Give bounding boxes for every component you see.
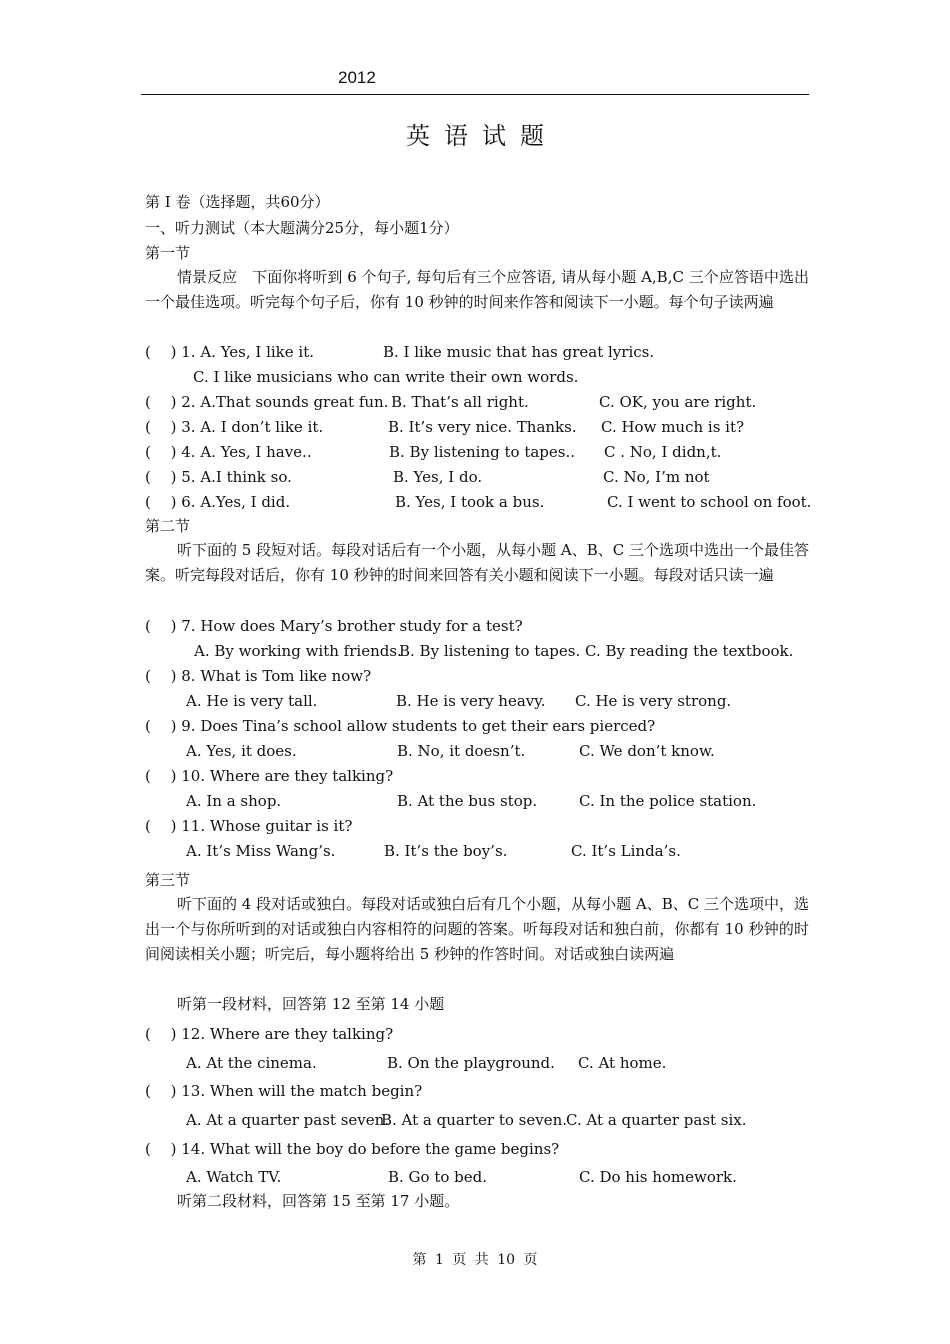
header-rule [141,94,809,95]
option-b: B. Yes, I do. [393,468,483,486]
option-a: A. He is very tall. [186,692,318,710]
question-8 [145,666,809,686]
question-stem: ( ) 11. Whose guitar is it? [145,817,353,835]
question-14 [145,1139,809,1159]
question-9 [145,716,809,736]
question-stem: ( ) 2. A.That sounds great fun. [145,393,389,411]
option-a: A. At a quarter past seven. [186,1111,390,1129]
question-stem: ( ) 14. What will the boy do before the game begins? [145,1140,560,1158]
question-stem: ( ) 5. A.I think so. [145,468,292,486]
section1-instructions: 情景反应 下面你将听到 6 个句子, 每句后有三个应答语, 请从每小题 A,B,C 三个应答语中选出一个最佳选项。听完每个句子后，你有 10 秒钟的时间来作答和阅读下一小题。每个句子读两遍 [145,268,809,311]
section2-label: 第二节 [145,517,191,535]
question-12 [145,1024,809,1044]
option-b: B. It’s very nice. Thanks. [388,418,577,436]
option-c: C. At home. [578,1054,667,1072]
option-c: C . No, I didn,t. [604,443,722,461]
question-10 [145,766,809,786]
question-stem: ( ) 6. A.Yes, I did. [145,493,291,511]
option-b: B. By listening to tapes.. [389,443,576,461]
question-10-options [145,791,809,811]
question-stem: ( ) 4. A. Yes, I have.. [145,443,312,461]
part-heading: 第 I 卷（选择题，共60分） [145,193,330,211]
option-c: C. By reading the textbook. [585,642,794,660]
question-stem: ( ) 13. When will the match begin? [145,1082,423,1100]
question-13-options [145,1110,809,1130]
question-stem: ( ) 12. Where are they talking? [145,1025,394,1043]
option-a: A. Watch TV. [186,1168,282,1186]
listening-heading: 一、听力测试（本大题满分25分，每小题1分） [145,219,459,237]
question-6 [145,492,812,512]
option-c: C. It’s Linda’s. [571,842,681,860]
question-9-options [145,741,809,761]
question-7-options [145,641,809,661]
option-b: B. That’s all right. [391,393,529,411]
option-a: A. In a shop. [186,792,282,810]
option-b: B. It’s the boy’s. [384,842,508,860]
option-c: C. At a quarter past six. [566,1111,747,1129]
question-1-option-c: C. I like musicians who can write their own words. [193,368,579,386]
option-b: B. At the bus stop. [397,792,538,810]
header-year: 2012 [338,68,376,87]
page-footer: 第 1 页 共 10 页 [412,1252,538,1268]
question-7 [145,616,809,636]
question-stem: ( ) 9. Does Tina’s school allow students to get their ears pierced? [145,717,656,735]
option-c: C. He is very strong. [575,692,732,710]
option-b: B. No, it doesn’t. [397,742,526,760]
question-2 [145,392,809,412]
question-11 [145,816,809,836]
question-stem: ( ) 10. Where are they talking? [145,767,394,785]
section3-label: 第三节 [145,871,191,889]
option-a: A. At the cinema. [186,1054,317,1072]
option-a: A. It’s Miss Wang’s. [186,842,336,860]
question-5 [145,467,809,487]
option-a: A. Yes, it does. [186,742,297,760]
question-12-options [145,1053,809,1073]
question-stem: ( ) 3. A. I don’t like it. [145,418,324,436]
question-4 [145,442,809,462]
option-c: C. In the police station. [579,792,757,810]
option-c: C. No, I’m not [603,468,710,486]
option-b: B. Yes, I took a bus. [395,493,545,511]
option-b: B. He is very heavy. [396,692,546,710]
question-stem: ( ) 8. What is Tom like now? [145,667,372,685]
section2-instructions: 听下面的 5 段短对话。每段对话后有一个小题，从每小题 A、B、C 三个选项中选出一个最佳答案。听完每段对话后，你有 10 秒钟的时间来回答有关小题和阅读下一小题。每段对话只读一遍 [145,541,809,584]
option-c: C. I went to school on foot. [607,493,812,511]
option-b: B. I like music that has great lyrics. [383,343,655,361]
question-13 [145,1081,809,1101]
option-c: C. We don’t know. [579,742,715,760]
section3-instructions: 听下面的 4 段对话或独白。每段对话或独白后有几个小题，从每小题 A、B、C 三个选项中，选出一个与你所听到的对话或独白内容相符的问题的答案。听每段对话和独白前，你都有 10 秒钟的时间阅读相关小题；听完后，每小题将给出 5 秒钟的作答时间。对话或独白读两遍 [145,895,809,963]
option-c: C. How much is it? [601,418,745,436]
question-stem: ( ) 1. A. Yes, I like it. [145,343,315,361]
option-b: B. Go to bed. [388,1168,488,1186]
option-b: B. On the playground. [387,1054,555,1072]
option-c: C. OK, you are right. [599,393,757,411]
question-14-options [145,1167,809,1187]
section1-label: 第一节 [145,244,191,262]
option-b: B. At a quarter to seven. [381,1111,568,1129]
question-stem: ( ) 7. How does Mary’s brother study for a test? [145,617,523,635]
option-c: C. Do his homework. [579,1168,737,1186]
material2-note: 听第二段材料，回答第 15 至第 17 小题。 [177,1192,460,1210]
option-b: B. By listening to tapes. [399,642,581,660]
question-11-options [145,841,809,861]
option-a: A. By working with friends. [194,642,402,660]
question-3 [145,417,809,437]
question-1 [145,342,809,362]
page-title: 英语试题 [406,122,558,150]
question-8-options [145,691,809,711]
material1-note: 听第一段材料，回答第 12 至第 14 小题 [177,995,445,1013]
